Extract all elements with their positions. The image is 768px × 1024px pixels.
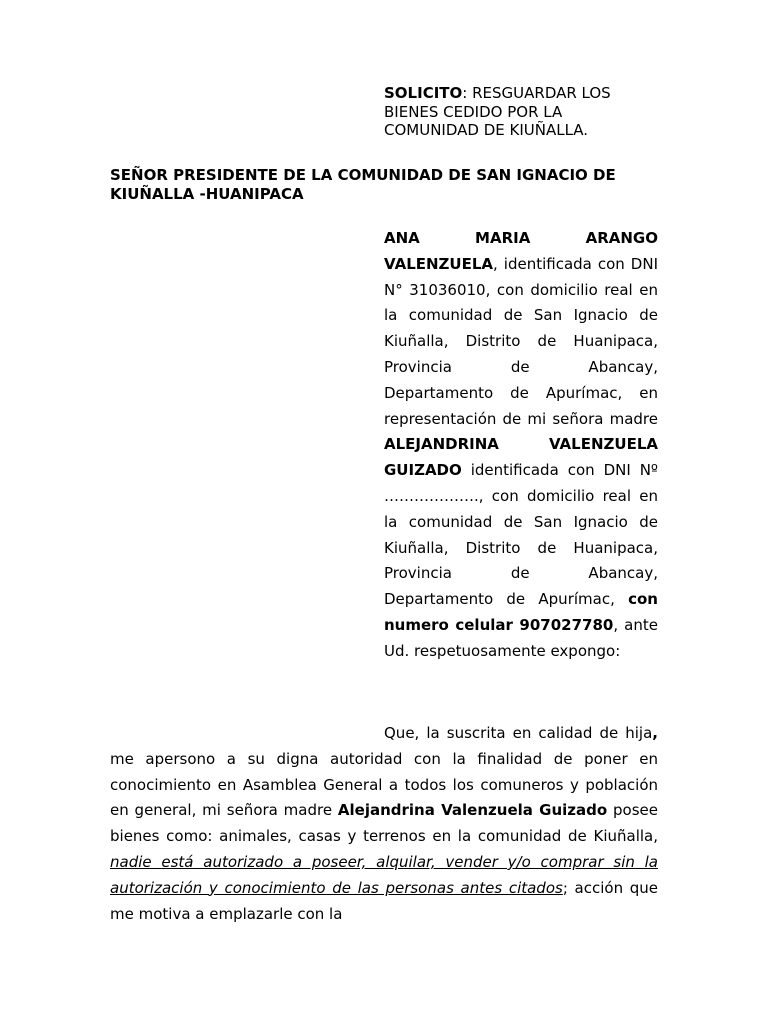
mother-name: ALEJANDRINA VALENZUELA GUIZADO — [384, 435, 658, 480]
intro-text-1: , identificada con DNI N° 31036010, con domicilio real en la comunidad de San Ignacio de Kiuñalla, Distrito de Huanipaca, Provincia de Abancay, Departamento de Apurímac, en representación de mi señora madre — [384, 254, 658, 428]
body-text-4: ; acción que me motiva a emplazarle con la — [110, 878, 658, 923]
body-text-2: me apersono a su digna autoridad con la finalidad de poner en conocimiento en Asamblea General a todos los comuneros y población en general, mi señora madre — [110, 749, 658, 820]
request-subject — [384, 84, 654, 140]
body-mother-name: Alejandrina Valenzuela Guizado — [337, 801, 608, 820]
petitioner-identification — [384, 226, 658, 665]
body-text-3: posee bienes como: animales, casas y terrenos en la comunidad de Kiuñalla, — [110, 801, 658, 846]
petitioner-name: ANA MARIA ARANGO VALENZUELA — [384, 229, 658, 273]
intro-text-4: , ante Ud. respetuosamente expongo: — [384, 615, 658, 660]
intro-text-3: , con domicilio real en la comunidad de San Ignacio de Kiuñalla, Distrito de Huanipaca, Provincia de Abancay, Departamento de Apurímac, — [384, 486, 658, 609]
body-text-1: Que, la suscrita en calidad de hija — [384, 724, 653, 742]
subject-label: SOLICITO — [384, 84, 463, 102]
intro-text-2: identificada con DNI Nº — [461, 461, 658, 480]
subject-text: RESGUARDAR LOS BIENES CEDIDO POR LA COMUNIDAD DE KIUÑALLA. — [384, 84, 611, 139]
subject-separator: : — [462, 84, 468, 102]
body-comma: , — [652, 724, 658, 742]
body-paragraph — [110, 721, 658, 927]
dni-blank: ………………. — [384, 486, 479, 505]
addressee-heading: SEÑOR PRESIDENTE DE LA COMUNIDAD DE SAN IGNACIO DE KIUÑALLA -HUANIPACA — [110, 166, 616, 203]
phone-number: con numero celular 907027780 — [384, 590, 658, 634]
underlined-statement: nadie está autorizado a poseer, alquilar, vender y/o comprar sin la autorización y conocimiento de las personas antes citados — [110, 852, 658, 897]
